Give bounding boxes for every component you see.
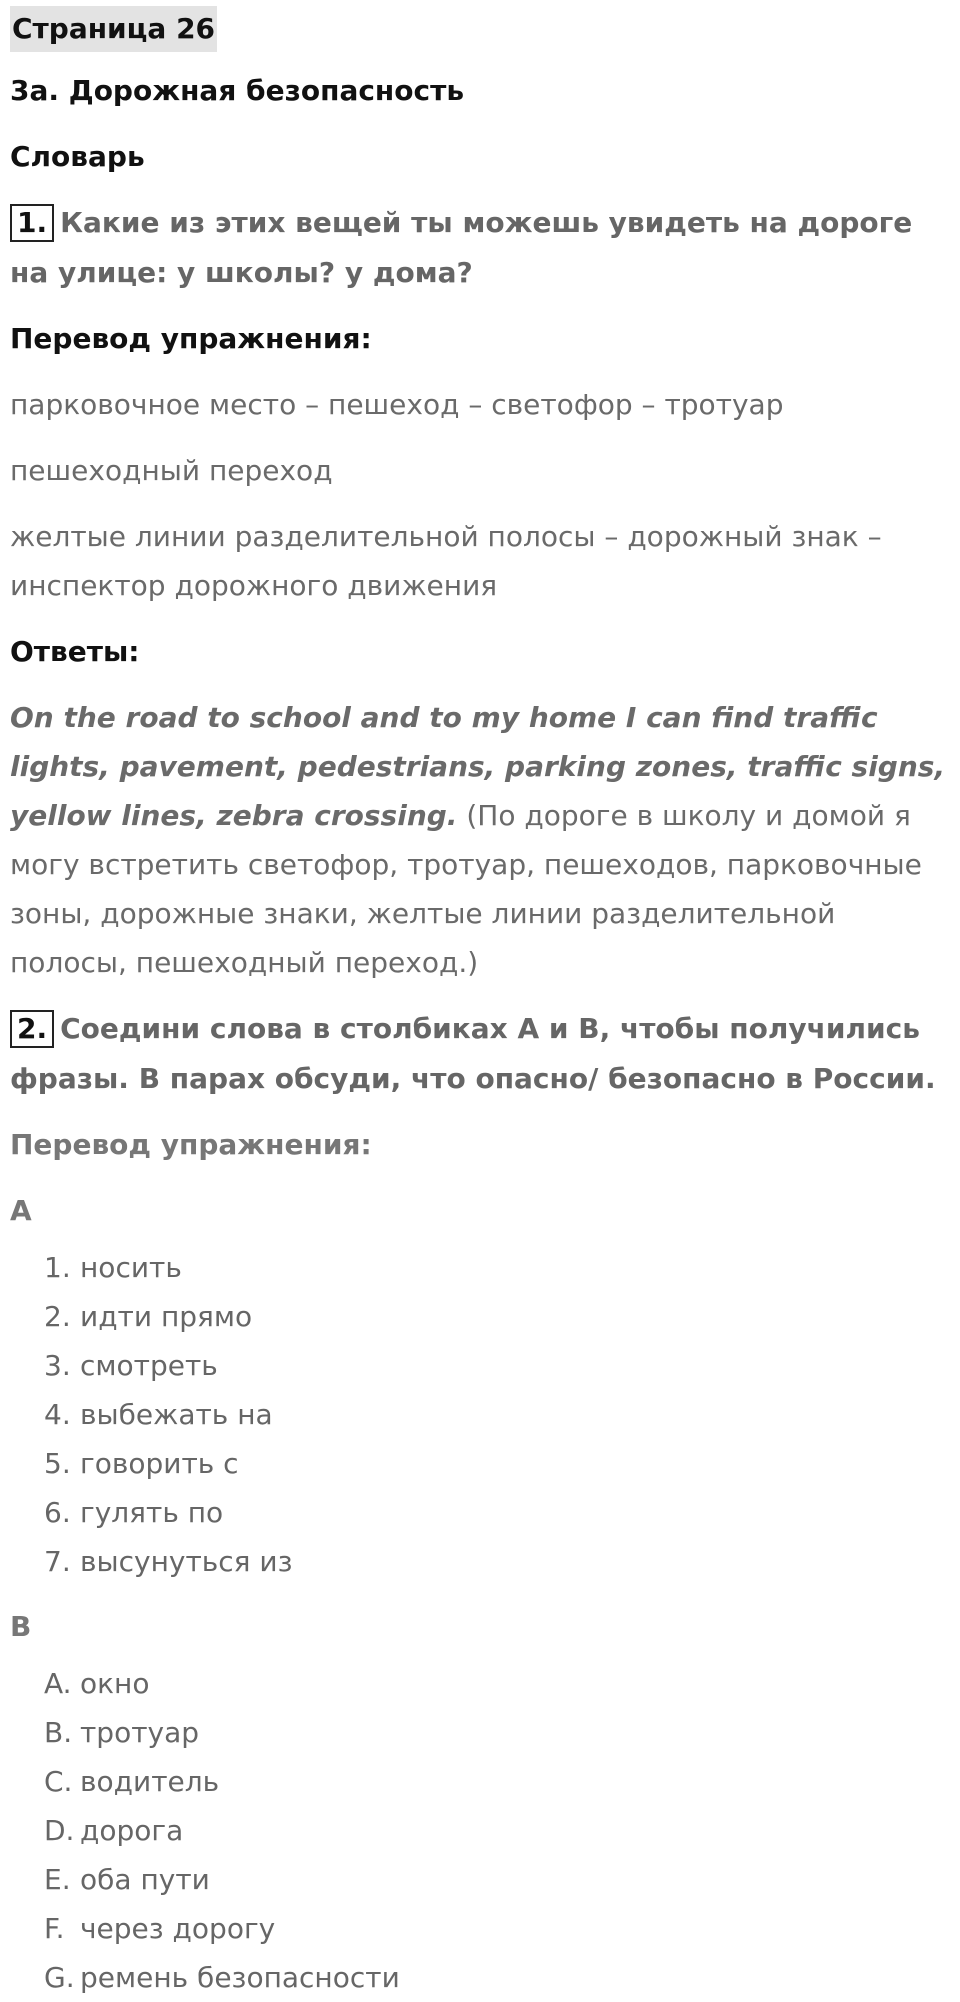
task-1-answer-russian: (По дороге в школу и домой я могу встретить светофор, тротуар, пешеходов, парковочные зоны, дорожные знаки, желтые линии разделительной полосы, пешеходный переход.): [10, 799, 922, 979]
list-item-text: гулять по: [80, 1496, 224, 1529]
list-item: [10, 1243, 950, 1292]
list-item: [10, 1439, 950, 1488]
list-marker: G.: [44, 1961, 75, 1994]
list-item-text: высунуться из: [80, 1545, 293, 1578]
list-item: [10, 1488, 950, 1537]
task-1-translation-heading: Перевод упражнения:: [10, 322, 372, 355]
task-1-answer-english: On the road to school and to my home I can find traffic lights, pavement, pedestrians, parking zones, traffic signs, yellow lines, zebra crossing.: [10, 701, 946, 832]
vocab-heading: Словарь: [10, 140, 145, 173]
list-item-text: говорить с: [80, 1447, 239, 1480]
column-a-heading: A: [10, 1194, 32, 1227]
list-item: [10, 1537, 950, 1586]
task-2-number: 2.: [10, 1010, 54, 1048]
list-marker: C.: [44, 1765, 73, 1798]
section-title: 3a. Дорожная безопасность: [10, 74, 465, 107]
column-b-heading: B: [10, 1610, 32, 1643]
list-item-text: носить: [80, 1251, 182, 1284]
list-item: [10, 1904, 950, 1953]
list-item: [10, 1855, 950, 1904]
task-1-translation-line: пешеходный переход: [10, 454, 333, 487]
list-item-text: выбежать на: [80, 1398, 273, 1431]
list-marker: E.: [44, 1863, 71, 1896]
task-1-number: 1.: [10, 204, 54, 242]
list-marker: 1.: [44, 1251, 71, 1284]
task-1-answer: [10, 693, 950, 987]
task-2-translation-heading: Перевод упражнения:: [10, 1128, 372, 1161]
list-item: [10, 1341, 950, 1390]
list-item-text: ремень безопасности: [80, 1961, 400, 1994]
task-1-answers-heading: Ответы:: [10, 635, 140, 668]
list-marker: A.: [44, 1667, 72, 1700]
list-item: [10, 1806, 950, 1855]
list-marker: 6.: [44, 1496, 71, 1529]
task-1: [10, 198, 950, 298]
list-item-text: идти прямо: [80, 1300, 253, 1333]
list-item: [10, 1953, 950, 2002]
page-title: Страница 26: [10, 6, 217, 52]
list-marker: 7.: [44, 1545, 71, 1578]
list-item-text: дорога: [80, 1814, 184, 1847]
list-marker: B.: [44, 1716, 73, 1749]
list-item-text: окно: [80, 1667, 150, 1700]
list-item: [10, 1390, 950, 1439]
list-item: [10, 1659, 950, 1708]
column-b-list: [10, 1659, 950, 2002]
task-2: [10, 1004, 950, 1104]
list-item-text: водитель: [80, 1765, 220, 1798]
list-item: [10, 1757, 950, 1806]
list-marker: D.: [44, 1814, 75, 1847]
list-marker: 4.: [44, 1398, 71, 1431]
list-marker: 2.: [44, 1300, 71, 1333]
task-2-text: Соедини слова в столбиках A и B, чтобы получились фразы. В парах обсуди, что опасно/ безопасно в России.: [10, 1012, 936, 1095]
task-1-translation-line: желтые линии разделительной полосы – дорожный знак – инспектор дорожного движения: [10, 520, 882, 602]
task-1-translation-line: парковочное место – пешеход – светофор – тротуар: [10, 388, 784, 421]
list-item: [10, 1292, 950, 1341]
list-item-text: тротуар: [80, 1716, 200, 1749]
list-item-text: оба пути: [80, 1863, 210, 1896]
list-item-text: смотреть: [80, 1349, 218, 1382]
list-item: [10, 1708, 950, 1757]
column-a-list: [10, 1243, 950, 1586]
list-marker: 5.: [44, 1447, 71, 1480]
list-marker: 3.: [44, 1349, 71, 1382]
list-item-text: через дорогу: [80, 1912, 276, 1945]
task-1-text: Какие из этих вещей ты можешь увидеть на дороге на улице: у школы? у дома?: [10, 206, 913, 289]
list-marker: F.: [44, 1912, 65, 1945]
